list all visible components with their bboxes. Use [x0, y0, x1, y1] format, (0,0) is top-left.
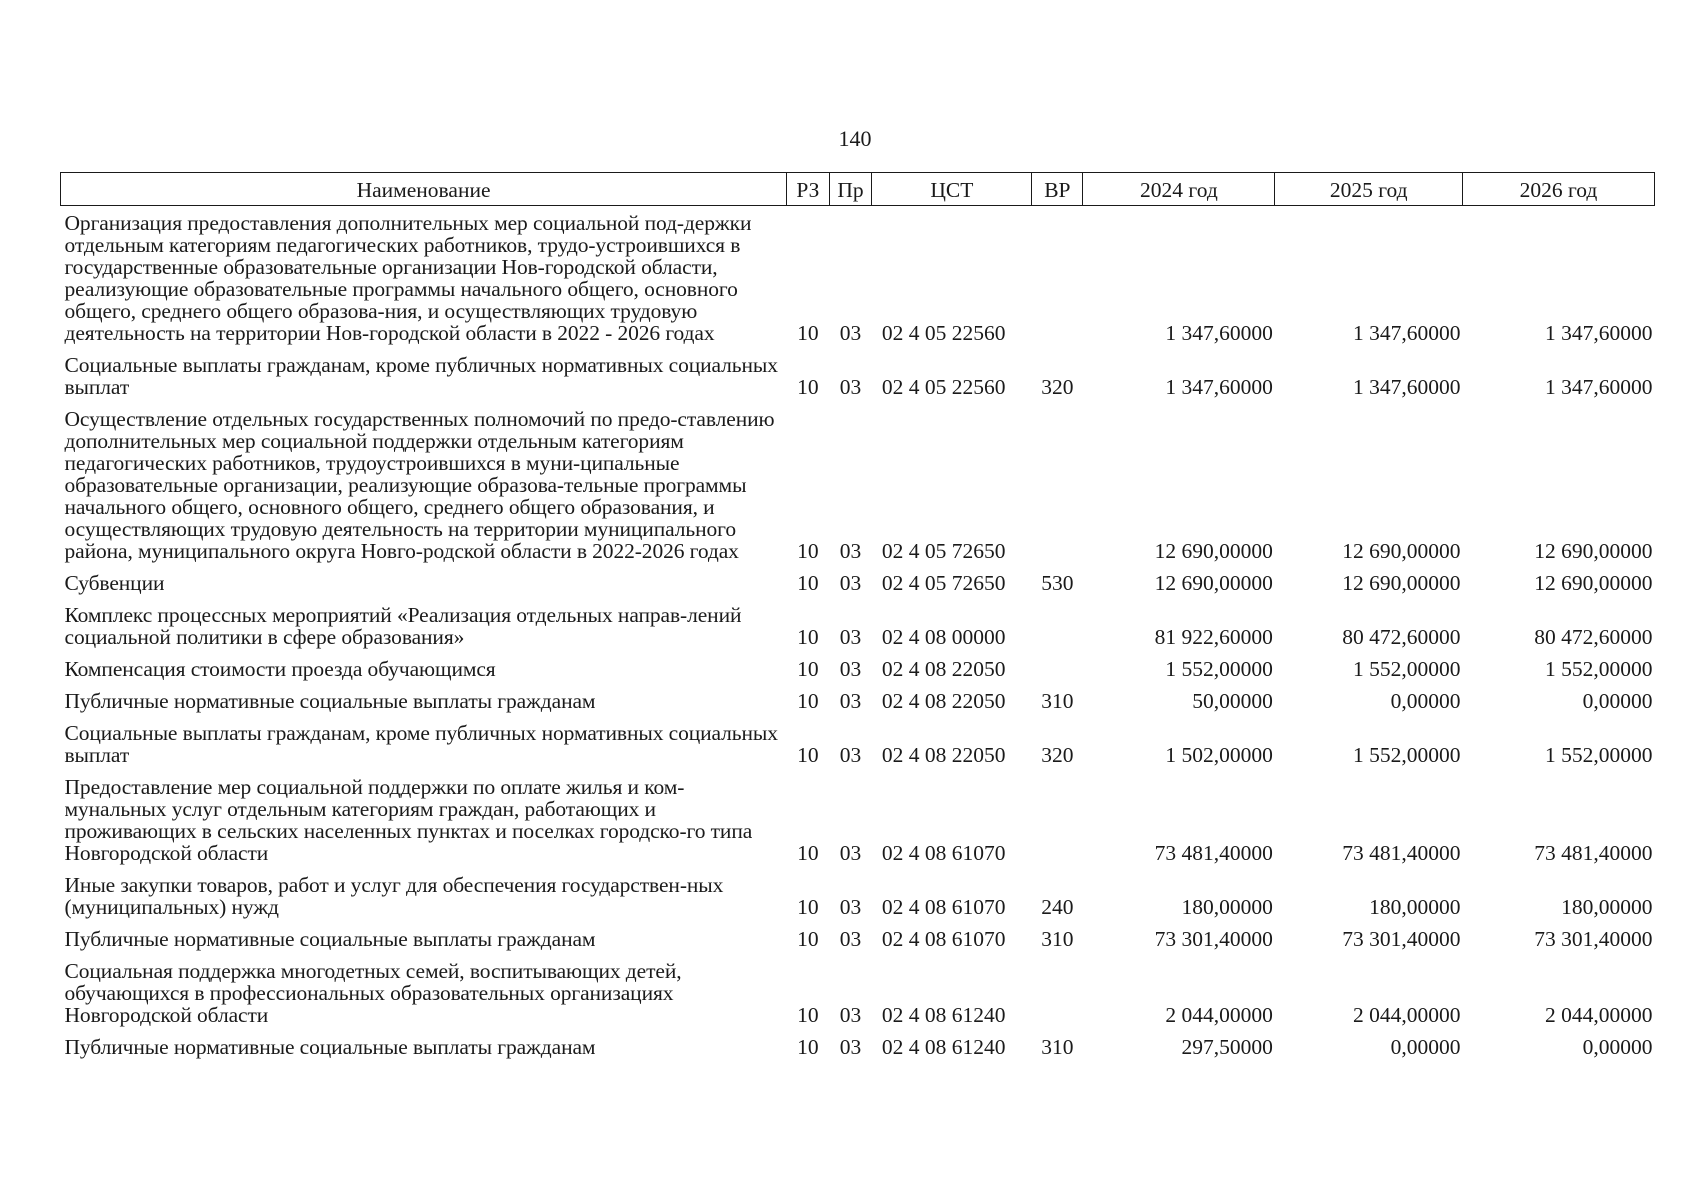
cell-2025: 0,00000: [1390, 1035, 1461, 1059]
cell-pr: 03: [839, 657, 862, 681]
header-2025: 2025 год: [1275, 173, 1463, 206]
cell-vr: [1032, 952, 1083, 1028]
cell-rz: 10: [797, 743, 819, 767]
cell-rz: 10: [797, 571, 819, 595]
table-row: [61, 714, 1655, 768]
table-header: [61, 173, 1655, 206]
cell-rz: 10: [797, 625, 819, 649]
cell-pr: 03: [839, 1003, 862, 1027]
cell-cst: 02 4 08 61070: [881, 927, 1006, 951]
cell-vr: 530: [1041, 571, 1074, 595]
cell-cst: 02 4 08 22050: [881, 743, 1006, 767]
cell-2025: 73 301,40000: [1342, 927, 1461, 951]
cell-2026: 1 347,60000: [1545, 321, 1653, 345]
cell-name: Социальные выплаты гражданам, кроме публичных нормативных социальных выплат: [64, 721, 778, 767]
cell-2024: 12 690,00000: [1154, 571, 1273, 595]
cell-cst: 02 4 08 61240: [881, 1035, 1006, 1059]
cell-pr: 03: [839, 841, 862, 865]
cell-cst: 02 4 08 61070: [881, 841, 1006, 865]
cell-cst: 02 4 08 61240: [881, 1003, 1006, 1027]
cell-rz: 10: [797, 841, 819, 865]
cell-2025: 12 690,00000: [1342, 539, 1461, 563]
cell-rz: 10: [797, 539, 819, 563]
table-row: [61, 650, 1655, 682]
table-row: [61, 346, 1655, 400]
cell-2025: 73 481,40000: [1342, 841, 1461, 865]
table-row: [61, 952, 1655, 1028]
cell-name: Публичные нормативные социальные выплаты гражданам: [64, 1035, 596, 1059]
cell-2024: 1 552,00000: [1165, 657, 1273, 681]
cell-2024: 1 347,60000: [1165, 375, 1273, 399]
cell-vr: 240: [1041, 895, 1074, 919]
cell-rz: 10: [797, 375, 819, 399]
cell-cst: 02 4 05 72650: [881, 539, 1006, 563]
cell-pr: 03: [839, 375, 862, 399]
cell-2026: 0,00000: [1582, 689, 1653, 713]
cell-name: Осуществление отдельных государственных полномочий по предо-ставлению дополнительных мер социальной поддержки отдельным категориям педагогических работников, трудоустроившихся в муни-ципальные образовательные организации, реализующие образова-тельные программы начального общего, основного общего, среднего общего образования, и осуществляющих трудовую деятельность на территории муниципального района, муниципального округа Новго-родской области в 2022-2026 годах: [64, 407, 775, 563]
cell-2024: 81 922,60000: [1154, 625, 1273, 649]
cell-2025: 0,00000: [1390, 689, 1461, 713]
cell-2025: 1 552,00000: [1353, 743, 1461, 767]
cell-name: Предоставление мер социальной поддержки по оплате жилья и ком-мунальных услуг отдельным категориям граждан, работающих и проживающих в сельских населенных пунктах и поселках городско-го типа Новгородской области: [64, 775, 753, 865]
cell-vr: [1032, 768, 1083, 866]
cell-vr: [1032, 596, 1083, 650]
cell-pr: 03: [839, 321, 862, 345]
cell-vr: 310: [1041, 1035, 1074, 1059]
header-rz: РЗ: [787, 173, 830, 206]
cell-name: Комплекс процессных мероприятий «Реализация отдельных направ-лений социальной политики в сфере образования»: [64, 603, 742, 649]
cell-cst: 02 4 08 00000: [881, 625, 1006, 649]
cell-2025: 12 690,00000: [1342, 571, 1461, 595]
cell-pr: 03: [839, 743, 862, 767]
cell-2025: 1 347,60000: [1353, 321, 1461, 345]
cell-cst: 02 4 05 22560: [881, 375, 1006, 399]
cell-name: Иные закупки товаров, работ и услуг для обеспечения государствен-ных (муниципальных) нужд: [64, 873, 724, 919]
table-row: [61, 596, 1655, 650]
cell-cst: 02 4 05 22560: [881, 321, 1006, 345]
cell-2025: 1 347,60000: [1353, 375, 1461, 399]
cell-2026: 12 690,00000: [1534, 571, 1653, 595]
cell-rz: 10: [797, 657, 819, 681]
table-row: [61, 564, 1655, 596]
cell-name: Социальная поддержка многодетных семей, воспитывающих детей, обучающихся в профессиональных образовательных организациях Новгородской области: [64, 959, 682, 1027]
header-vr: ВР: [1032, 173, 1083, 206]
page-number: 140: [838, 126, 872, 151]
cell-pr: 03: [839, 1035, 862, 1059]
table-row: [61, 682, 1655, 714]
cell-rz: 10: [797, 689, 819, 713]
header-row: [61, 173, 1655, 206]
table-row: [61, 1028, 1655, 1060]
header-2024: 2024 год: [1083, 173, 1275, 206]
cell-2024: 297,50000: [1181, 1035, 1273, 1059]
table-row: [61, 206, 1655, 347]
cell-vr: 310: [1041, 689, 1074, 713]
cell-rz: 10: [797, 927, 819, 951]
cell-name: Организация предоставления дополнительных мер социальной под-держки отдельным категориям педагогических работников, трудо-устроившихся в государственные образовательные организации Нов-городской области, реализующие образовательные программы начального общего, основного общего, среднего общего образова-ния, и осуществляющих трудовую деятельность на территории Нов-городской области в 2022 - 2026 годах: [64, 211, 752, 345]
cell-2024: 1 347,60000: [1165, 321, 1273, 345]
cell-2026: 12 690,00000: [1534, 539, 1653, 563]
cell-2024: 12 690,00000: [1154, 539, 1273, 563]
cell-2024: 50,00000: [1192, 689, 1273, 713]
cell-2024: 73 481,40000: [1154, 841, 1273, 865]
cell-name: Субвенции: [64, 571, 165, 595]
cell-name: Публичные нормативные социальные выплаты гражданам: [64, 927, 596, 951]
cell-2026: 1 552,00000: [1545, 657, 1653, 681]
cell-name: Компенсация стоимости проезда обучающимся: [64, 657, 496, 681]
cell-2025: 180,00000: [1369, 895, 1461, 919]
cell-2026: 1 347,60000: [1545, 375, 1653, 399]
cell-name: Публичные нормативные социальные выплаты гражданам: [64, 689, 596, 713]
cell-cst: 02 4 05 72650: [881, 571, 1006, 595]
cell-name: Социальные выплаты гражданам, кроме публичных нормативных социальных выплат: [64, 353, 778, 399]
cell-vr: [1032, 206, 1083, 347]
cell-rz: 10: [797, 1035, 819, 1059]
cell-vr: [1032, 650, 1083, 682]
cell-2026: 2 044,00000: [1545, 1003, 1653, 1027]
cell-rz: 10: [797, 321, 819, 345]
cell-2026: 73 481,40000: [1534, 841, 1653, 865]
cell-2024: 73 301,40000: [1154, 927, 1273, 951]
cell-vr: 320: [1041, 743, 1074, 767]
cell-2024: 180,00000: [1181, 895, 1273, 919]
cell-vr: [1032, 400, 1083, 564]
cell-pr: 03: [839, 895, 862, 919]
cell-2026: 1 552,00000: [1545, 743, 1653, 767]
cell-2025: 1 552,00000: [1353, 657, 1461, 681]
header-cst: ЦСТ: [872, 173, 1032, 206]
cell-pr: 03: [839, 571, 862, 595]
cell-pr: 03: [839, 927, 862, 951]
table-body: [61, 206, 1655, 1061]
cell-2026: 80 472,60000: [1534, 625, 1653, 649]
cell-cst: 02 4 08 22050: [881, 657, 1006, 681]
cell-2024: 2 044,00000: [1165, 1003, 1273, 1027]
budget-table: [60, 172, 1655, 1060]
header-pr: Пр: [829, 173, 872, 206]
cell-vr: 320: [1041, 375, 1074, 399]
cell-rz: 10: [797, 1003, 819, 1027]
cell-pr: 03: [839, 625, 862, 649]
cell-cst: 02 4 08 22050: [881, 689, 1006, 713]
header-name: Наименование: [61, 173, 787, 206]
cell-2026: 0,00000: [1582, 1035, 1653, 1059]
cell-pr: 03: [839, 539, 862, 563]
cell-rz: 10: [797, 895, 819, 919]
cell-vr: 310: [1041, 927, 1074, 951]
header-2026: 2026 год: [1463, 173, 1655, 206]
cell-2024: 1 502,00000: [1165, 743, 1273, 767]
cell-pr: 03: [839, 689, 862, 713]
table-row: [61, 400, 1655, 564]
cell-2026: 73 301,40000: [1534, 927, 1653, 951]
cell-2026: 180,00000: [1561, 895, 1653, 919]
cell-cst: 02 4 08 61070: [881, 895, 1006, 919]
table-row: [61, 920, 1655, 952]
cell-2025: 80 472,60000: [1342, 625, 1461, 649]
table-row: [61, 866, 1655, 920]
table-row: [61, 768, 1655, 866]
cell-2025: 2 044,00000: [1353, 1003, 1461, 1027]
